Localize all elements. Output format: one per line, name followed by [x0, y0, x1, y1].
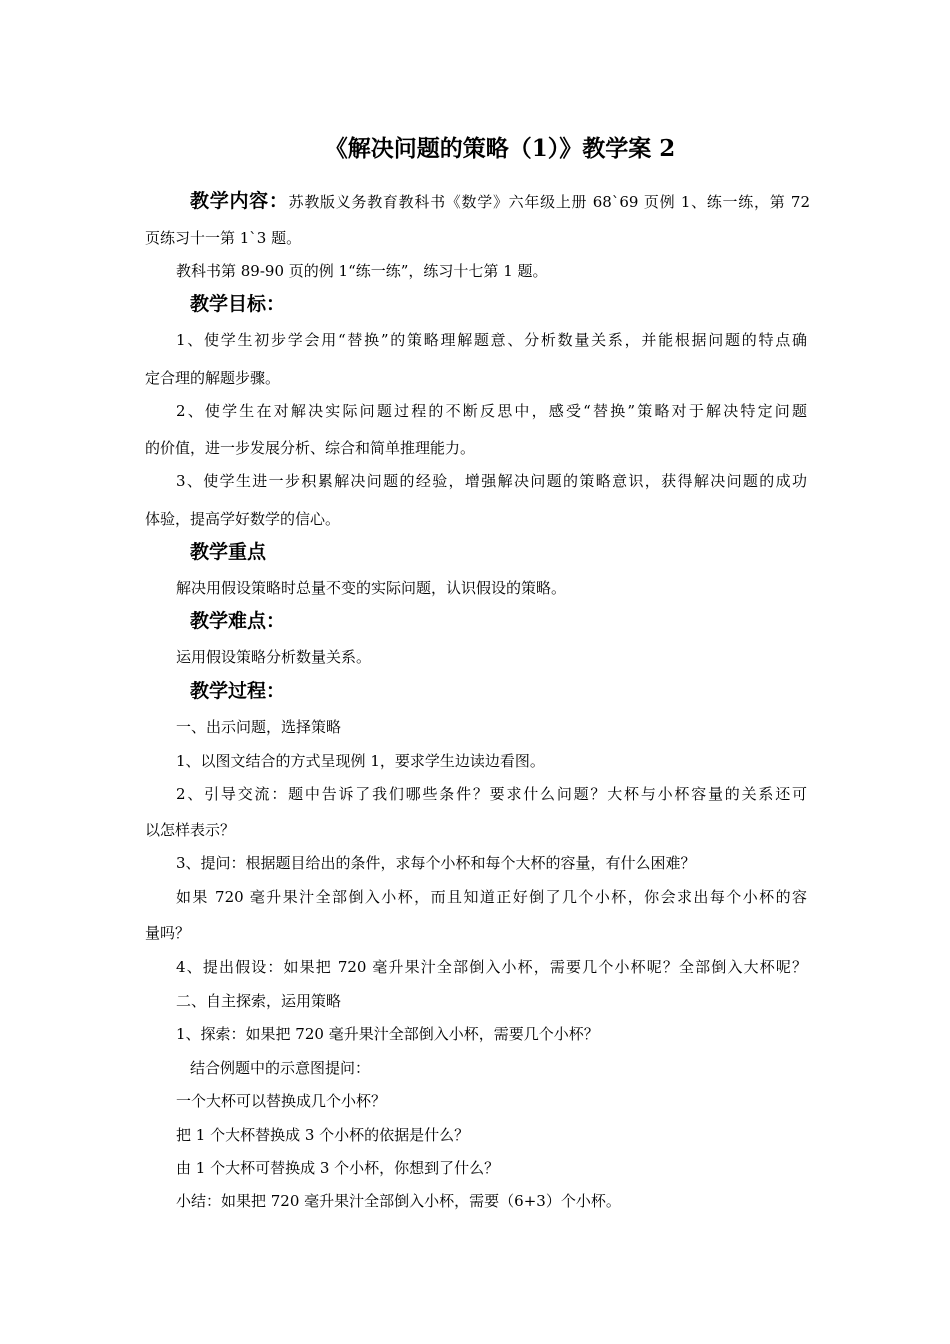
process-p5-line-1: 如果 720 毫升果汁全部倒入小杯，而且知道正好倒了几个小杯，你会求出每个小杯的容	[176, 888, 807, 906]
process-p12: 由 1 个大杯可替换成 3 个小杯，你想到了什么？	[176, 1159, 500, 1177]
goal-2-line-1: 2、使学生在对解决实际问题过程的不断反思中，感受“替换”策略对于解决特定问题	[176, 402, 807, 420]
content-line-3: 教科书第 89-90 页的例 1“练一练”，练习十七第 1 题。	[176, 262, 548, 280]
process-p8: 1、探索：如果把 720 毫升果汁全部倒入小杯，需要几个小杯？	[176, 1025, 599, 1043]
content-first-line	[190, 191, 810, 212]
process-p1: 一、出示问题，选择策略	[176, 718, 342, 736]
difficulty-heading: 教学难点：	[190, 610, 286, 632]
content-line-1: 苏教版义务教育教科书《数学》六年级上册 68`69 页例 1、练一练，第 72	[288, 193, 810, 211]
key-text: 解决用假设策略时总量不变的实际问题，认识假设的策略。	[176, 579, 567, 597]
process-p3-line-2: 以怎样表示？	[145, 821, 236, 839]
content-heading: 教学内容：	[190, 190, 289, 212]
difficulty-text: 运用假设策略分析数量关系。	[176, 648, 372, 666]
goal-1-line-2: 定合理的解题步骤。	[145, 369, 281, 387]
process-p10: 一个大杯可以替换成几个小杯？	[176, 1092, 387, 1110]
content-line-2: 页练习十一第 1`3 题。	[145, 229, 302, 247]
goal-3-line-2: 体验，提高学好数学的信心。	[145, 510, 341, 528]
process-p4: 3、提问：根据题目给出的条件，求每个小杯和每个大杯的容量，有什么困难？	[176, 854, 696, 872]
goal-1-line-1: 1、使学生初步学会用“替换”的策略理解题意、分析数量关系，并能根据问题的特点确	[176, 331, 807, 349]
process-p11: 把 1 个大杯替换成 3 个小杯的依据是什么？	[176, 1126, 470, 1144]
process-p6: 4、提出假设：如果把 720 毫升果汁全部倒入小杯，需要几个小杯呢？全部倒入大杯呢？	[176, 958, 807, 976]
process-p9: 结合例题中的示意图提问：	[190, 1059, 371, 1077]
goals-heading: 教学目标：	[190, 293, 286, 315]
key-heading: 教学重点	[190, 541, 267, 563]
process-p3-line-1: 2、引导交流：题中告诉了我们哪些条件？要求什么问题？大杯与小杯容量的关系还可	[176, 785, 807, 803]
goal-2-line-2: 的价值，进一步发展分析、综合和简单推理能力。	[145, 439, 476, 457]
process-p7: 二、自主探索，运用策略	[176, 992, 342, 1010]
goal-3-line-1: 3、使学生进一步积累解决问题的经验，增强解决问题的策略意识，获得解决问题的成功	[176, 472, 807, 490]
process-p2: 1、以图文结合的方式呈现例 1，要求学生边读边看图。	[176, 752, 545, 770]
process-p13: 小结：如果把 720 毫升果汁全部倒入小杯，需要（6+3）个小杯。	[176, 1192, 621, 1210]
document-title: 《解决问题的策略（1）》教学案 2	[324, 135, 676, 162]
process-heading: 教学过程：	[190, 680, 286, 702]
process-p5-line-2: 量吗？	[145, 924, 191, 942]
